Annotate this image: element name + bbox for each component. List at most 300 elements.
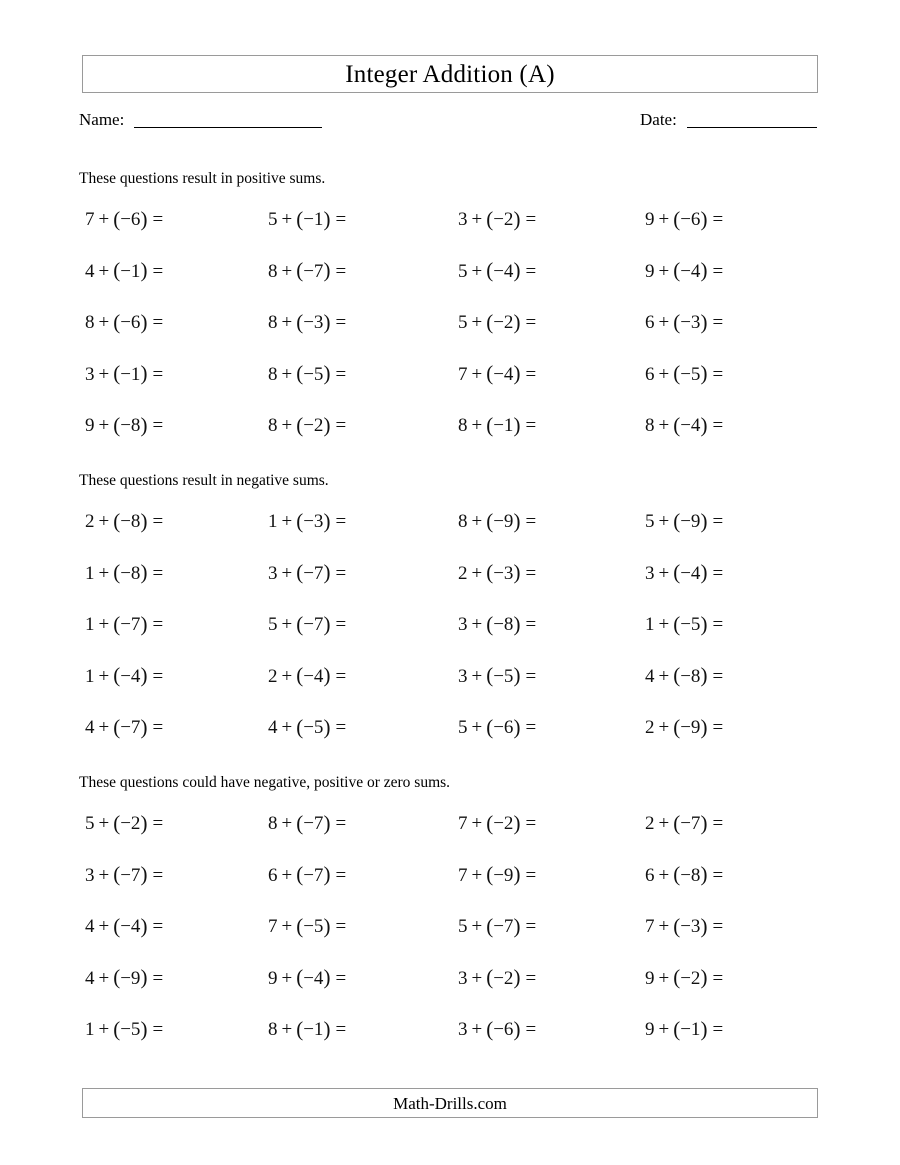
first-operand: 8	[268, 1019, 278, 1040]
question-item[interactable]	[458, 913, 536, 939]
question-item[interactable]	[85, 714, 163, 740]
question-item[interactable]	[645, 663, 723, 689]
question-row	[0, 862, 900, 914]
open-paren: (	[296, 965, 304, 989]
open-paren: (	[486, 508, 494, 533]
equals-symbol: =	[712, 312, 724, 333]
question-item[interactable]	[268, 206, 346, 232]
open-paren: (	[673, 508, 681, 533]
question-row	[0, 508, 900, 560]
question-item[interactable]	[268, 810, 346, 836]
question-item[interactable]	[645, 611, 723, 637]
close-paren: )	[140, 965, 148, 989]
close-paren: )	[513, 1016, 521, 1041]
question-item[interactable]	[458, 611, 536, 637]
question-row	[0, 560, 900, 612]
first-operand: 5	[268, 209, 278, 230]
equals-symbol: =	[712, 260, 724, 282]
close-paren: )	[513, 361, 521, 385]
question-item[interactable]	[645, 862, 723, 888]
open-paren: (	[296, 361, 304, 385]
question-item[interactable]	[268, 508, 346, 534]
first-operand: 2	[645, 717, 655, 738]
close-paren: )	[700, 560, 708, 584]
operator-symbol: +	[471, 717, 483, 738]
question-item[interactable]	[85, 206, 163, 232]
question-item[interactable]	[645, 412, 723, 438]
question-item[interactable]	[645, 810, 723, 836]
close-paren: )	[513, 663, 521, 687]
first-operand: 8	[268, 415, 278, 436]
question-item[interactable]	[268, 412, 346, 438]
operator-symbol: +	[471, 1019, 483, 1040]
open-paren: (	[113, 862, 121, 886]
equals-symbol: =	[525, 312, 537, 333]
open-paren: (	[486, 560, 494, 584]
operator-symbol: +	[658, 312, 670, 333]
close-paren: )	[323, 810, 331, 835]
equals-symbol: =	[712, 717, 724, 738]
operator-symbol: +	[658, 363, 670, 385]
first-operand: 5	[268, 614, 278, 635]
second-operand: −7	[120, 717, 141, 738]
question-item[interactable]	[268, 309, 346, 335]
question-item[interactable]	[458, 560, 536, 586]
question-item[interactable]	[645, 508, 723, 534]
equals-symbol: =	[152, 813, 164, 834]
date-write-line[interactable]	[687, 127, 817, 128]
question-item[interactable]	[458, 965, 536, 991]
section-heading: These questions result in negative sums.	[79, 472, 329, 489]
equals-symbol: =	[335, 312, 347, 333]
question-row	[0, 309, 900, 361]
operator-symbol: +	[658, 665, 670, 687]
question-item[interactable]	[85, 560, 163, 586]
operator-symbol: +	[98, 813, 110, 834]
open-paren: (	[113, 714, 121, 739]
question-item[interactable]	[85, 663, 163, 689]
second-operand: −4	[303, 967, 324, 989]
close-paren: )	[140, 258, 148, 282]
question-item[interactable]	[645, 258, 723, 284]
operator-symbol: +	[281, 562, 293, 584]
close-paren: )	[323, 611, 331, 636]
open-paren: (	[296, 508, 304, 533]
first-operand: 2	[645, 813, 655, 834]
question-item[interactable]	[85, 862, 163, 888]
close-paren: )	[323, 862, 331, 886]
second-operand: −6	[120, 209, 141, 230]
question-item[interactable]	[85, 611, 163, 637]
open-paren: (	[673, 663, 681, 687]
second-operand: −9	[120, 967, 141, 989]
equals-symbol: =	[712, 511, 724, 532]
first-operand: 7	[458, 813, 468, 834]
first-operand: 9	[85, 415, 95, 436]
first-operand: 7	[458, 864, 468, 886]
operator-symbol: +	[281, 363, 293, 385]
question-item[interactable]	[85, 1016, 163, 1042]
open-paren: (	[113, 258, 121, 282]
open-paren: (	[296, 412, 304, 437]
second-operand: −2	[493, 209, 514, 230]
second-operand: −1	[493, 415, 514, 436]
operator-symbol: +	[658, 562, 670, 584]
first-operand: 1	[85, 614, 95, 635]
close-paren: )	[700, 862, 708, 886]
equals-symbol: =	[525, 717, 537, 738]
close-paren: )	[513, 206, 521, 231]
question-item[interactable]	[268, 1016, 346, 1042]
second-operand: −5	[493, 665, 514, 687]
question-item[interactable]	[268, 560, 346, 586]
equals-symbol: =	[525, 614, 537, 635]
open-paren: (	[486, 965, 494, 989]
question-row	[0, 965, 900, 1017]
operator-symbol: +	[658, 916, 670, 937]
operator-symbol: +	[658, 717, 670, 738]
second-operand: −2	[493, 312, 514, 333]
second-operand: −8	[120, 562, 141, 584]
second-operand: −1	[120, 260, 141, 282]
open-paren: (	[296, 913, 304, 938]
first-operand: 5	[458, 312, 468, 333]
operator-symbol: +	[281, 864, 293, 886]
question-item[interactable]	[268, 258, 346, 284]
section-heading: These questions result in positive sums.	[79, 170, 326, 187]
operator-symbol: +	[471, 864, 483, 886]
question-item[interactable]	[458, 206, 536, 232]
close-paren: )	[700, 258, 708, 282]
question-item[interactable]	[85, 361, 163, 387]
open-paren: (	[673, 258, 681, 282]
question-item[interactable]	[458, 810, 536, 836]
operator-symbol: +	[471, 562, 483, 584]
equals-symbol: =	[335, 415, 347, 436]
open-paren: (	[296, 206, 304, 231]
equals-symbol: =	[335, 209, 347, 230]
operator-symbol: +	[281, 260, 293, 282]
date-label: Date:	[640, 110, 677, 129]
second-operand: −7	[120, 614, 141, 635]
question-item[interactable]	[645, 560, 723, 586]
equals-symbol: =	[525, 209, 537, 230]
equals-symbol: =	[335, 1019, 347, 1040]
question-grid	[0, 508, 900, 766]
equals-symbol: =	[152, 614, 164, 635]
question-item[interactable]	[458, 412, 536, 438]
worksheet-footer-box	[82, 1088, 818, 1118]
operator-symbol: +	[281, 312, 293, 333]
question-item[interactable]	[645, 309, 723, 335]
close-paren: )	[513, 862, 521, 886]
close-paren: )	[323, 412, 331, 437]
open-paren: (	[113, 412, 121, 437]
equals-symbol: =	[525, 415, 537, 436]
second-operand: −7	[303, 260, 324, 282]
question-item[interactable]	[458, 309, 536, 335]
first-operand: 1	[268, 511, 278, 532]
open-paren: (	[296, 611, 304, 636]
operator-symbol: +	[98, 665, 110, 687]
operator-symbol: +	[281, 665, 293, 687]
equals-symbol: =	[712, 864, 724, 886]
close-paren: )	[140, 862, 148, 886]
question-item[interactable]	[645, 206, 723, 232]
operator-symbol: +	[98, 209, 110, 230]
name-write-line[interactable]	[134, 127, 322, 128]
question-item[interactable]	[458, 258, 536, 284]
close-paren: )	[140, 206, 148, 231]
equals-symbol: =	[712, 209, 724, 230]
equals-symbol: =	[152, 967, 164, 989]
question-item[interactable]	[645, 965, 723, 991]
equals-symbol: =	[152, 665, 164, 687]
close-paren: )	[513, 714, 521, 739]
operator-symbol: +	[98, 614, 110, 635]
question-item[interactable]	[85, 810, 163, 836]
operator-symbol: +	[658, 1019, 670, 1040]
second-operand: −1	[680, 1019, 701, 1040]
second-operand: −1	[303, 209, 324, 230]
first-operand: 7	[458, 363, 468, 385]
open-paren: (	[673, 913, 681, 938]
open-paren: (	[673, 309, 681, 334]
second-operand: −4	[680, 260, 701, 282]
second-operand: −2	[303, 415, 324, 436]
close-paren: )	[323, 258, 331, 282]
first-operand: 5	[458, 916, 468, 937]
first-operand: 4	[268, 717, 278, 738]
first-operand: 6	[645, 363, 655, 385]
equals-symbol: =	[712, 967, 724, 989]
question-item[interactable]	[645, 913, 723, 939]
close-paren: )	[323, 508, 331, 533]
equals-symbol: =	[712, 562, 724, 584]
open-paren: (	[113, 508, 121, 533]
question-row	[0, 206, 900, 258]
close-paren: )	[140, 714, 148, 739]
question-row	[0, 258, 900, 310]
close-paren: )	[700, 611, 708, 636]
first-operand: 2	[85, 511, 95, 532]
equals-symbol: =	[525, 260, 537, 282]
close-paren: )	[513, 560, 521, 584]
first-operand: 1	[85, 1019, 95, 1040]
close-paren: )	[700, 508, 708, 533]
equals-symbol: =	[712, 813, 724, 834]
first-operand: 8	[268, 363, 278, 385]
second-operand: −7	[303, 864, 324, 886]
open-paren: (	[486, 913, 494, 938]
open-paren: (	[486, 412, 494, 437]
question-item[interactable]	[85, 965, 163, 991]
open-paren: (	[113, 663, 121, 687]
close-paren: )	[323, 913, 331, 938]
operator-symbol: +	[471, 665, 483, 687]
close-paren: )	[700, 965, 708, 989]
equals-symbol: =	[152, 511, 164, 532]
operator-symbol: +	[281, 967, 293, 989]
first-operand: 3	[458, 209, 468, 230]
question-item[interactable]	[458, 663, 536, 689]
close-paren: )	[323, 206, 331, 231]
question-item[interactable]	[268, 862, 346, 888]
second-operand: −7	[680, 813, 701, 834]
operator-symbol: +	[658, 614, 670, 635]
operator-symbol: +	[471, 363, 483, 385]
equals-symbol: =	[335, 511, 347, 532]
equals-symbol: =	[525, 562, 537, 584]
open-paren: (	[296, 1016, 304, 1041]
close-paren: )	[513, 258, 521, 282]
operator-symbol: +	[281, 1019, 293, 1040]
question-item[interactable]	[268, 714, 346, 740]
page-title: Integer Addition (A)	[345, 60, 555, 88]
second-operand: −9	[493, 864, 514, 886]
open-paren: (	[486, 1016, 494, 1041]
question-item[interactable]	[85, 913, 163, 939]
date-field	[640, 110, 817, 130]
second-operand: −3	[680, 312, 701, 333]
second-operand: −9	[680, 511, 701, 532]
equals-symbol: =	[335, 813, 347, 834]
open-paren: (	[296, 663, 304, 687]
question-item[interactable]	[458, 508, 536, 534]
first-operand: 3	[458, 614, 468, 635]
second-operand: −2	[680, 967, 701, 989]
second-operand: −5	[303, 363, 324, 385]
operator-symbol: +	[98, 415, 110, 436]
close-paren: )	[140, 913, 148, 938]
second-operand: −5	[303, 916, 324, 937]
first-operand: 1	[85, 665, 95, 687]
question-row	[0, 611, 900, 663]
second-operand: −6	[680, 209, 701, 230]
question-item[interactable]	[268, 663, 346, 689]
first-operand: 3	[458, 665, 468, 687]
first-operand: 9	[645, 209, 655, 230]
question-row	[0, 663, 900, 715]
first-operand: 3	[458, 1019, 468, 1040]
close-paren: )	[323, 1016, 331, 1041]
question-item[interactable]	[645, 1016, 723, 1042]
question-item[interactable]	[458, 1016, 536, 1042]
close-paren: )	[513, 965, 521, 989]
operator-symbol: +	[658, 967, 670, 989]
equals-symbol: =	[152, 209, 164, 230]
close-paren: )	[513, 508, 521, 533]
question-grid	[0, 206, 900, 464]
first-operand: 4	[85, 967, 95, 989]
first-operand: 2	[458, 562, 468, 584]
first-operand: 5	[645, 511, 655, 532]
second-operand: −5	[303, 717, 324, 738]
close-paren: )	[323, 965, 331, 989]
open-paren: (	[113, 206, 121, 231]
operator-symbol: +	[281, 813, 293, 834]
close-paren: )	[700, 913, 708, 938]
open-paren: (	[673, 965, 681, 989]
question-item[interactable]	[458, 714, 536, 740]
open-paren: (	[673, 810, 681, 835]
worksheet-title-box	[82, 55, 818, 93]
section-heading: These questions could have negative, positive or zero sums.	[79, 774, 451, 791]
first-operand: 4	[85, 916, 95, 937]
operator-symbol: +	[471, 967, 483, 989]
first-operand: 1	[645, 614, 655, 635]
close-paren: )	[140, 611, 148, 636]
operator-symbol: +	[658, 864, 670, 886]
question-item[interactable]	[268, 913, 346, 939]
second-operand: −2	[493, 967, 514, 989]
second-operand: −9	[493, 511, 514, 532]
question-item[interactable]	[458, 361, 536, 387]
close-paren: )	[700, 309, 708, 334]
second-operand: −3	[303, 312, 324, 333]
second-operand: −3	[493, 562, 514, 584]
close-paren: )	[513, 309, 521, 334]
close-paren: )	[323, 309, 331, 334]
second-operand: −1	[120, 363, 141, 385]
question-item[interactable]	[458, 862, 536, 888]
question-item[interactable]	[268, 611, 346, 637]
operator-symbol: +	[98, 1019, 110, 1040]
equals-symbol: =	[152, 717, 164, 738]
close-paren: )	[513, 412, 521, 437]
close-paren: )	[700, 361, 708, 385]
question-item[interactable]	[85, 508, 163, 534]
question-item[interactable]	[268, 361, 346, 387]
second-operand: −6	[120, 312, 141, 333]
open-paren: (	[113, 611, 121, 636]
name-label: Name:	[79, 110, 125, 129]
second-operand: −8	[493, 614, 514, 635]
question-item[interactable]	[645, 714, 723, 740]
equals-symbol: =	[335, 717, 347, 738]
equals-symbol: =	[712, 1019, 724, 1040]
operator-symbol: +	[471, 916, 483, 937]
second-operand: −9	[680, 717, 701, 738]
question-row	[0, 913, 900, 965]
question-row	[0, 810, 900, 862]
question-item[interactable]	[85, 309, 163, 335]
equals-symbol: =	[525, 813, 537, 834]
equals-symbol: =	[712, 614, 724, 635]
operator-symbol: +	[98, 363, 110, 385]
open-paren: (	[296, 862, 304, 886]
question-item[interactable]	[268, 965, 346, 991]
operator-symbol: +	[98, 312, 110, 333]
equals-symbol: =	[335, 260, 347, 282]
question-item[interactable]	[645, 361, 723, 387]
question-item[interactable]	[85, 412, 163, 438]
operator-symbol: +	[98, 967, 110, 989]
equals-symbol: =	[335, 665, 347, 687]
first-operand: 3	[645, 562, 655, 584]
operator-symbol: +	[658, 209, 670, 230]
first-operand: 3	[85, 363, 95, 385]
open-paren: (	[486, 309, 494, 334]
open-paren: (	[296, 258, 304, 282]
second-operand: −4	[680, 415, 701, 436]
close-paren: )	[140, 412, 148, 437]
first-operand: 8	[268, 312, 278, 333]
first-operand: 3	[458, 967, 468, 989]
question-item[interactable]	[85, 258, 163, 284]
operator-symbol: +	[658, 813, 670, 834]
operator-symbol: +	[658, 511, 670, 532]
